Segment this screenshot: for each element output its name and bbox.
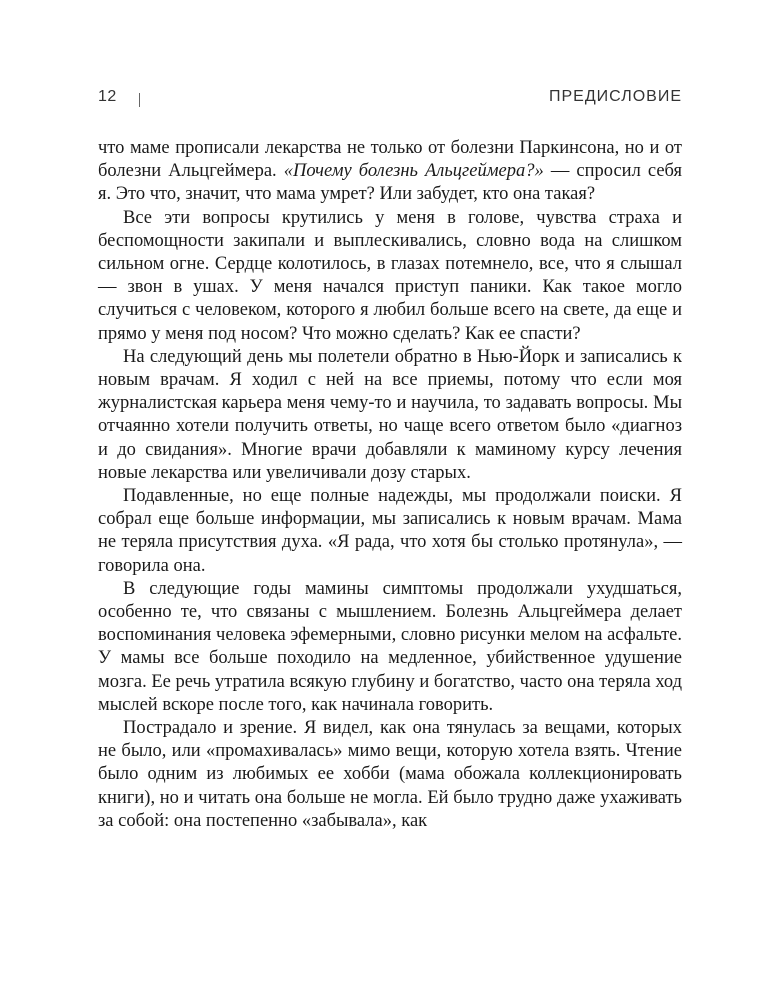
body-text: [98, 137, 682, 833]
paragraph-6: Пострадало и зрение. Я видел, как она тянулась за вещами, которых не было, или «промахивалась» мимо вещи, которую хотела взять. Чтение было одним из любимых ее хобби (мама обожала коллекционировать книги), но и читать она больше не могла. Ей было трудно даже ухаживать за собой: она постепенно «забывала», как: [98, 718, 682, 831]
paragraph-1-quote: «Почему болезнь Альцгеймера?»: [283, 161, 544, 182]
header-divider: [139, 93, 140, 107]
paragraph-1-text: что маме прописали лекарства не только от болезни Паркинсона, но и от болезни Альцгеймера.: [98, 138, 682, 182]
paragraph-3: На следующий день мы полетели обратно в Нью-Йорк и записались к новым врачам. Я ходил с ней на все приемы, потому что если моя журналистская карьера меня чему-то и научила, то задавать вопросы. Мы отчаянно хотели получить ответы, но чаще всего ответом было «диагноз и до свидания». Многие врачи добавляли к маминому курсу лечения новые лекарства или увеличивали дозу старых.: [98, 346, 682, 483]
paragraph-1-text-end: — спросил себя я. Это что, значит, что мама умрет? Или забудет, кто она такая?: [98, 161, 682, 205]
paragraph-5: В следующие годы мамины симптомы продолжали ухудшаться, особенно те, что связаны с мышлением. Болезнь Альцгеймера делает воспоминания человека эфемерными, словно рисунки мелом на асфальте. У мамы все больше походило на медленное, убийственное удушение мозга. Ее речь утратила всякую глубину и богатство, часто она теряла ход мыслей вскоре после того, как начинала говорить.: [98, 578, 682, 715]
running-header: [98, 88, 682, 112]
page-number: 12: [98, 88, 117, 105]
paragraph-1: [98, 137, 682, 207]
paragraph-2: Все эти вопросы крутились у меня в голове, чувства страха и беспомощности закипали и выплескивались, словно вода на слишком сильном огне. Сердце колотилось, в глазах потемнело, все, что я слышал — звон в ушах. У меня начался приступ паники. Как такое могло случиться с человеком, которого я любил больше всего на свете, да еще и прямо у меня под носом? Что можно сделать? Как ее спасти?: [98, 207, 682, 344]
paragraph-4: Подавленные, но еще полные надежды, мы продолжали поиски. Я собрал еще больше информации, мы записались к новым врачам. Мама не теряла присутствия духа. «Я рада, что хотя бы столько протянула», — говорила она.: [98, 486, 682, 576]
section-title: ПРЕДИСЛОВИЕ: [549, 88, 682, 105]
